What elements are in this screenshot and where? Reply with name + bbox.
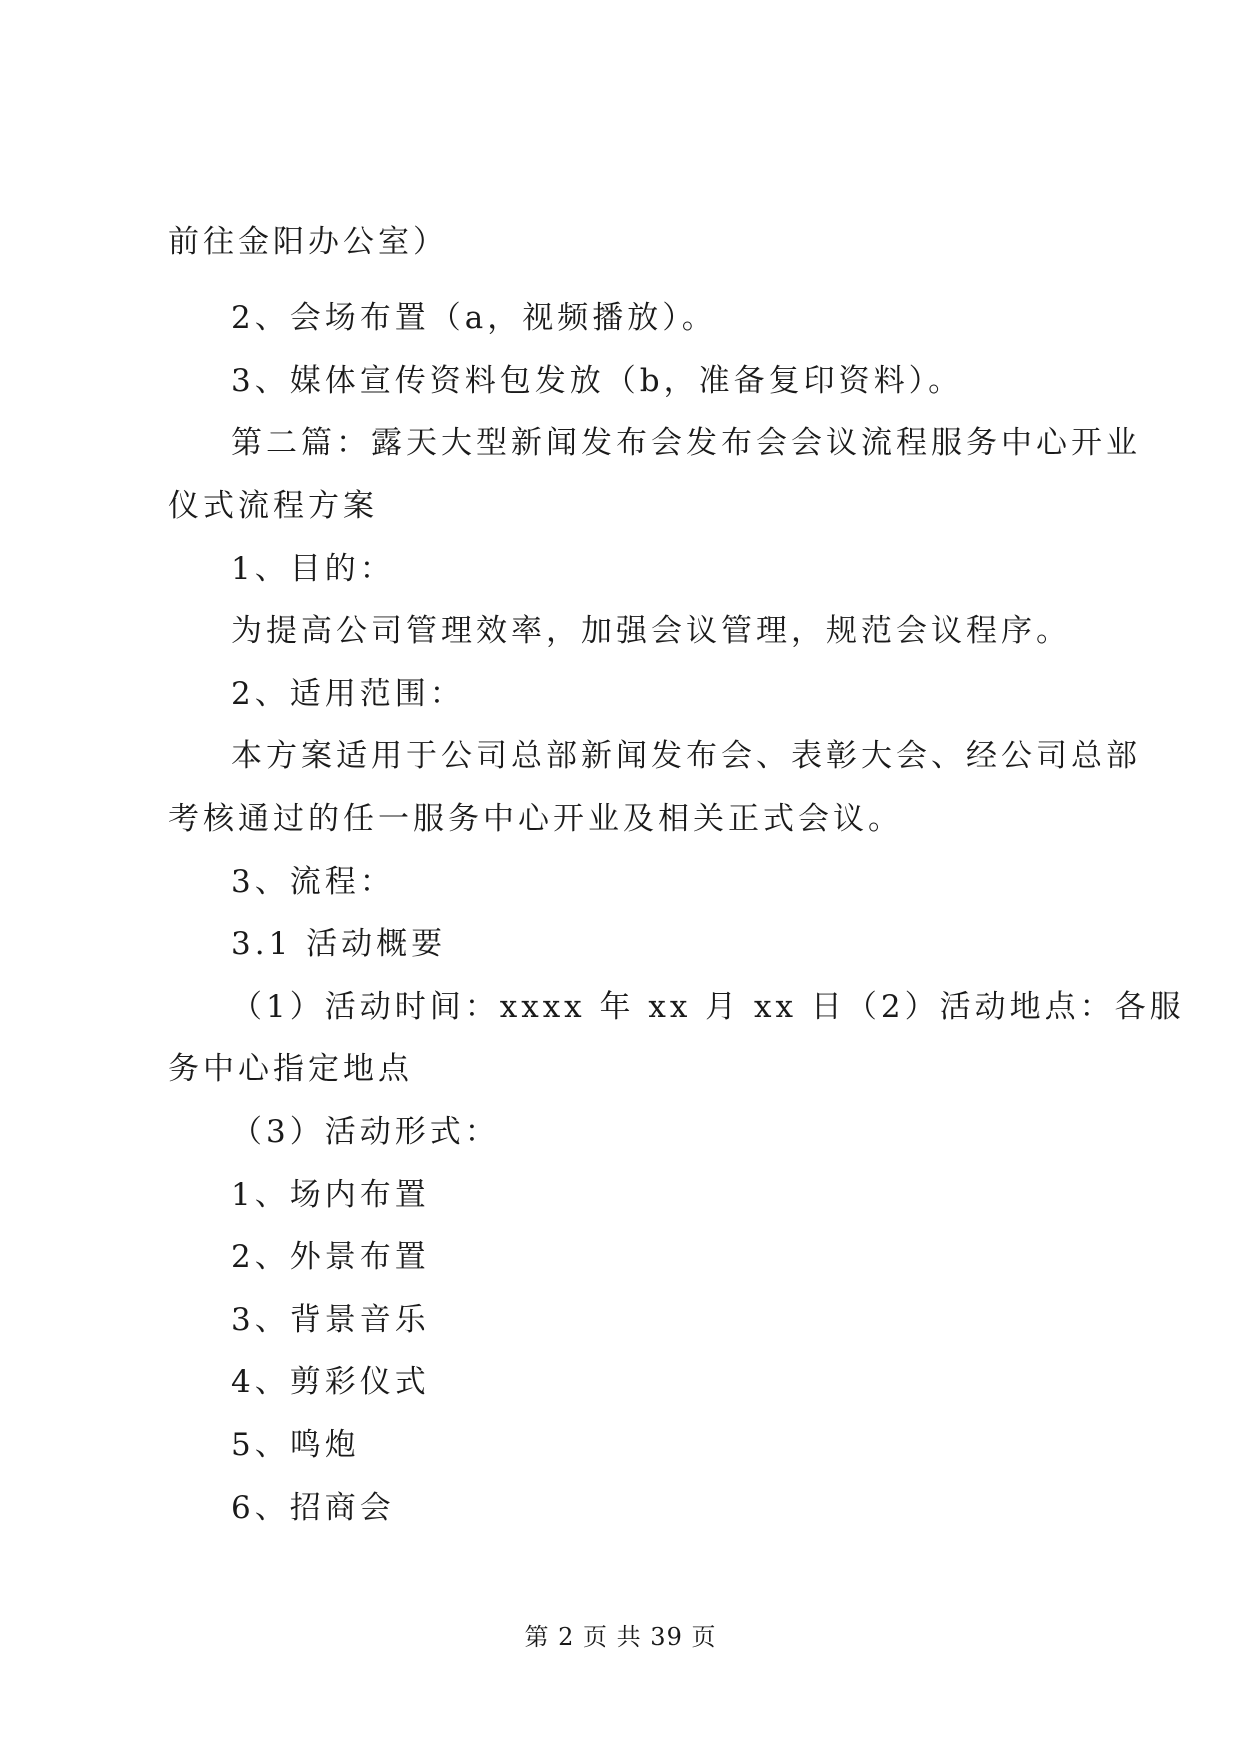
text-line: 前往金阳办公室） xyxy=(168,224,448,260)
list-item: 4、剪彩仪式 xyxy=(231,1364,430,1400)
text-line: 为提高公司管理效率，加强会议管理，规范会议程序。 xyxy=(231,613,1071,649)
list-item: 3、背景音乐 xyxy=(231,1302,430,1338)
text-line: 考核通过的任一服务中心开业及相关正式会议。 xyxy=(168,801,903,837)
section-heading-continued: 仪式流程方案 xyxy=(168,488,378,524)
text-line: （3）活动形式： xyxy=(231,1114,500,1150)
list-item: 2、外景布置 xyxy=(231,1239,430,1275)
list-item: 6、招商会 xyxy=(231,1490,395,1526)
text-line: 3.1 活动概要 xyxy=(231,926,447,962)
page-footer: 第 2 页 共 39 页 xyxy=(524,1623,717,1651)
text-line: 1、目的： xyxy=(231,551,395,587)
text-line: 务中心指定地点 xyxy=(168,1051,413,1087)
text-line: 3、媒体宣传资料包发放（b，准备复印资料）。 xyxy=(231,363,964,399)
text-line: 3、流程： xyxy=(231,864,395,900)
text-line: 2、适用范围： xyxy=(231,676,465,712)
list-item: 1、场内布置 xyxy=(231,1177,430,1213)
list-item: 5、鸣炮 xyxy=(231,1427,360,1463)
text-line: （1）活动时间：xxxx 年 xx 月 xx 日（2）活动地点：各服 xyxy=(231,989,1185,1025)
text-line: 本方案适用于公司总部新闻发布会、表彰大会、经公司总部 xyxy=(231,738,1141,774)
section-heading: 第二篇：露天大型新闻发布会发布会会议流程服务中心开业 xyxy=(231,425,1141,461)
text-line: 2、会场布置（a，视频播放）。 xyxy=(231,300,717,336)
